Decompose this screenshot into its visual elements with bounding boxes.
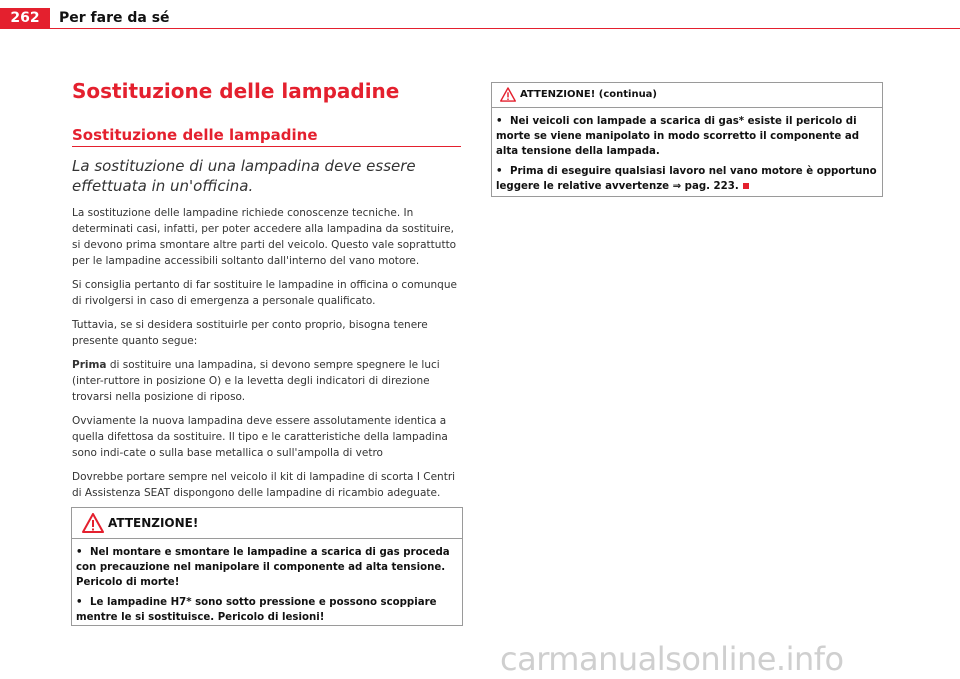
header-rule: [50, 28, 960, 29]
warning-triangle-icon: [500, 87, 516, 102]
warning-title: ATTENZIONE!: [108, 516, 199, 530]
warning-item-text: Nel montare e smontare le lampadine a scarica di gas proceda con precauzione nel manipolare il componente ad alta tensione. Pericolo di morte!: [76, 547, 450, 588]
paragraph: Ovviamente la nuova lampadina deve essere assolutamente identica a quella difettosa da sostituire. Il tipo e le caratteristiche della lampadina sono indi-cate o sulla base metallica o sull'ampolla di vetro: [72, 415, 448, 459]
warning-continued-box: [491, 82, 883, 197]
paragraph-bold-lead: Prima: [72, 359, 107, 371]
warning-item: [76, 595, 458, 625]
subsection-rule: [72, 146, 461, 147]
page-number: 262: [0, 8, 50, 29]
page-header: [0, 0, 960, 30]
warning-body: [72, 539, 462, 634]
paragraph: [72, 357, 461, 405]
section-title: Sostituzione delle lampadine: [72, 79, 400, 103]
warning-item: [76, 545, 458, 590]
warning-body: [492, 108, 882, 203]
warning-box: [71, 507, 463, 626]
paragraph: Dovrebbe portare sempre nel veicolo il kit di lampadine di scorta I Centri di Assistenza SEAT dispongono delle lampadine di ricambio adeguate.: [72, 471, 456, 499]
watermark: carmanualsonline.info: [500, 640, 844, 678]
warning-item: [496, 164, 878, 194]
warning-title: ATTENZIONE! (continua): [520, 89, 658, 100]
bullet: •: [76, 597, 83, 608]
warning-item: [496, 114, 878, 159]
warning-triangle-icon: [82, 513, 104, 533]
paragraph: La sostituzione delle lampadine richiede conoscenze tecniche. In determinati casi, infatti, per poter accedere alla lampadina da sostituire, si devono prima smontare altre parti del veicolo. Questo vale soprattutto per le lampadine accessibili soltanto dall'interno del vano motore.: [72, 207, 457, 267]
intro-text: La sostituzione di una lampadina deve essere effettuata in un'officina.: [72, 157, 416, 195]
paragraph-rest: di sostituire una lampadina, si devono sempre spegnere le luci (inter-ruttore in posizione O) e la levetta degli indicatori di direzione trovarsi nella posizione di riposo.: [72, 359, 440, 403]
paragraph: Tuttavia, se si desidera sostituirle per conto proprio, bisogna tenere presente quanto segue:: [72, 319, 428, 347]
bullet: •: [496, 166, 503, 177]
body-text: [72, 205, 461, 509]
warning-header: [72, 508, 462, 539]
warning-item-text: Le lampadine H7* sono sotto pressione e possono scoppiare mentre le si sostituisce. Pericolo di lesioni!: [76, 597, 437, 623]
bullet: •: [496, 116, 503, 127]
paragraph: Si consiglia pertanto di far sostituire le lampadine in officina o comunque di rivolgersi in caso di emergenza a personale qualificato.: [72, 279, 457, 307]
warning-item-text: Nei veicoli con lampade a scarica di gas* esiste il pericolo di morte se viene manipolato in modo scorretto il componente ad alta tensione della lampada.: [496, 116, 860, 157]
end-of-section-mark: [743, 183, 749, 189]
subsection-title: Sostituzione delle lampadine: [72, 126, 318, 144]
header-title: Per fare da sé: [59, 10, 170, 26]
warning-header: [492, 83, 882, 108]
warning-item-text: Prima di eseguire qualsiasi lavoro nel vano motore è opportuno leggere le relative avvertenze ⇒ pag. 223.: [496, 166, 877, 192]
bullet: •: [76, 547, 83, 558]
